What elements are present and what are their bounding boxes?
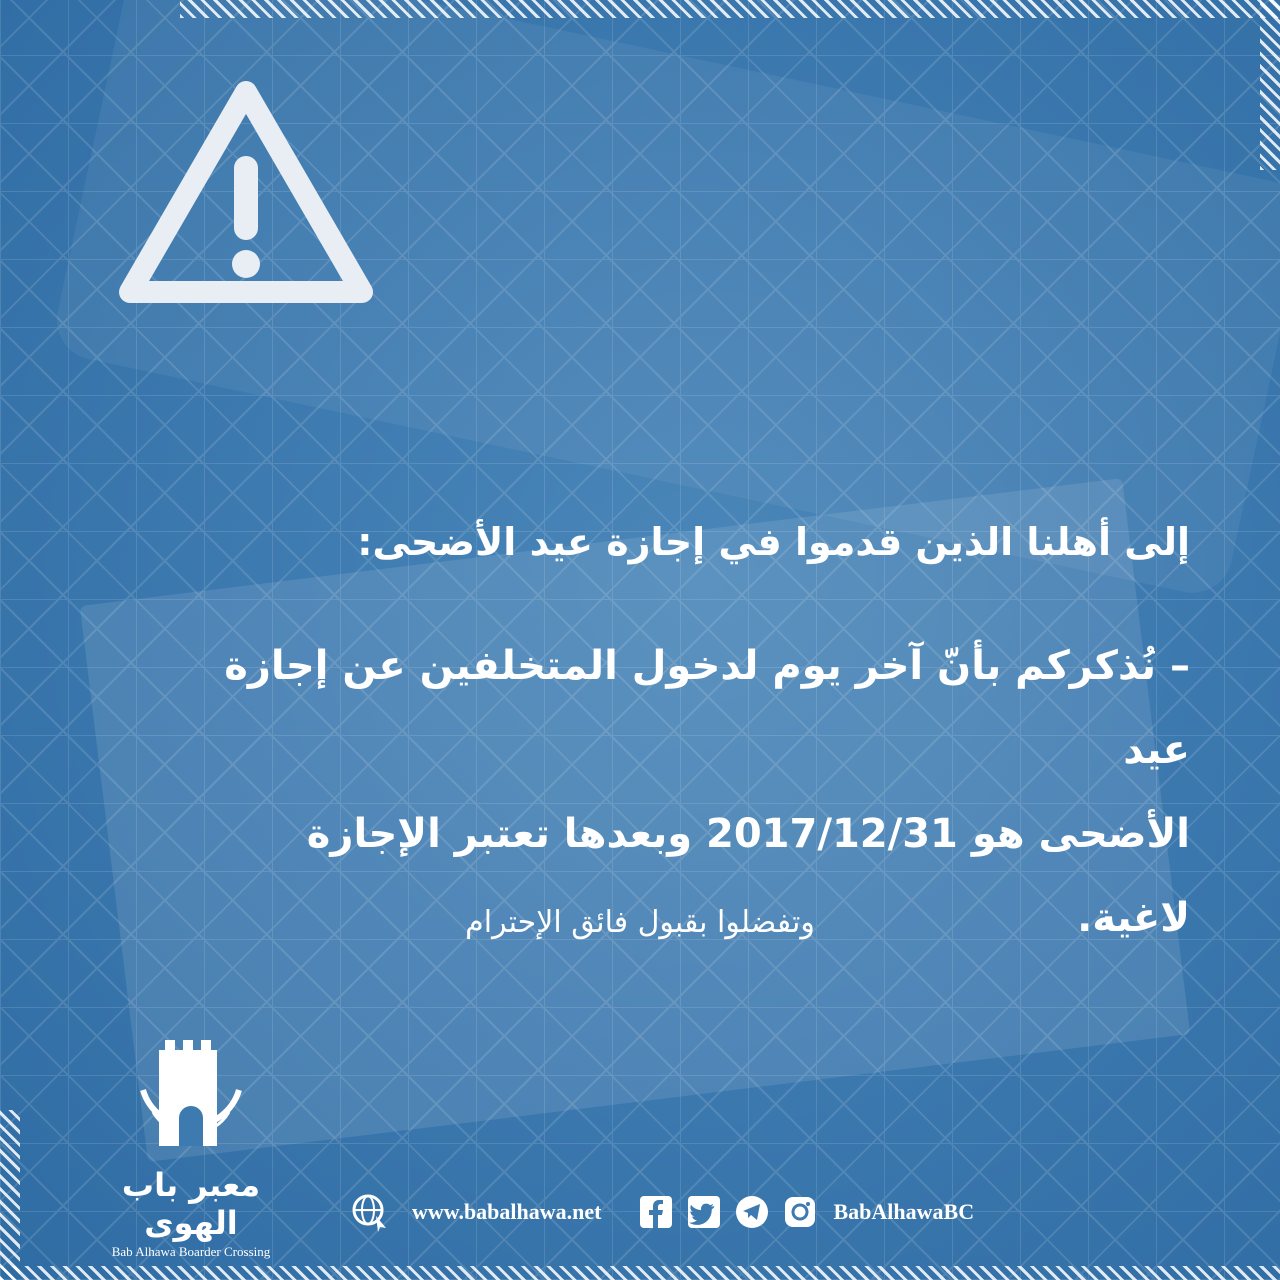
notice-body-line: الأضحى هو 2017/12/31 وبعدها تعتبر الإجازة لاغية. <box>306 811 1190 941</box>
warning-icon <box>116 78 376 308</box>
bab-alhawa-logo <box>86 1020 296 1259</box>
notice-closing: وتفضلوا بقبول فائق الإحترام <box>465 905 815 940</box>
footer-contact-bar <box>350 1188 974 1236</box>
notice-heading: إلى أهلنا الذين قدموا في إجازة عيد الأضحى: <box>357 520 1190 564</box>
decorative-border-right <box>1260 0 1280 170</box>
twitter-icon[interactable] <box>687 1195 721 1229</box>
social-handle[interactable]: BabAlhawaBC <box>833 1199 975 1224</box>
instagram-icon[interactable] <box>783 1195 817 1229</box>
telegram-icon[interactable] <box>735 1195 769 1229</box>
notice-text <box>190 520 1190 960</box>
facebook-icon[interactable] <box>639 1195 673 1229</box>
fortress-gate-icon <box>121 1020 261 1160</box>
logo-name-english: Bab Alhawa Boarder Crossing <box>111 1244 271 1259</box>
decorative-border-left <box>0 1110 20 1280</box>
notice-body-line: – نُذكركم بأنّ آخر يوم لدخول المتخلفين عن إجازة عيد <box>224 643 1190 773</box>
globe-icon[interactable] <box>350 1192 390 1232</box>
decorative-border-bottom <box>0 1266 1280 1280</box>
website-link[interactable]: www.babalhawa.net <box>412 1199 602 1224</box>
social-icons <box>639 1195 817 1229</box>
logo-name-arabic: معبر باب الهوى <box>121 1166 261 1242</box>
decorative-border-top <box>180 0 1280 18</box>
